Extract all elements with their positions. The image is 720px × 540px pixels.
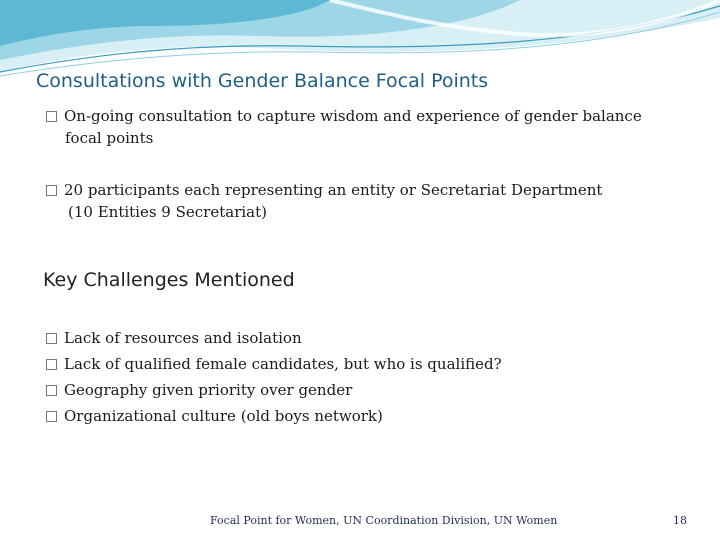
bullet-box-icon <box>46 385 57 396</box>
section-heading: Key Challenges Mentioned <box>43 269 295 291</box>
bullet-box-icon <box>46 333 57 344</box>
bullet-box-icon <box>46 411 57 422</box>
list-item <box>46 403 502 429</box>
bullet-item <box>46 105 686 149</box>
header-wave-decoration <box>0 0 720 80</box>
bullet-box-icon <box>46 359 57 370</box>
list-item <box>46 351 502 377</box>
bullet-item <box>46 179 686 223</box>
list-item <box>46 377 502 403</box>
bullet-text: 20 participants each representing an entity or Secretariat Department <box>64 181 603 199</box>
list-item <box>46 325 502 351</box>
bullet-box-icon <box>46 111 57 122</box>
list-item-text: Lack of resources and isolation <box>64 329 302 347</box>
slide-title: Consultations with Gender Balance Focal Points <box>36 70 489 92</box>
bullet-box-icon <box>46 185 57 196</box>
list-item-text: Geography given priority over gender <box>64 381 353 399</box>
page-number: 18 <box>673 514 687 527</box>
list-item-text: Organizational culture (old boys network) <box>64 407 383 425</box>
footer-text: Focal Point for Women, UN Coordination Division, UN Women <box>210 514 558 527</box>
bullet-text-continued: (10 Entities 9 Secretariat) <box>68 203 267 221</box>
bullet-text-continued: focal points <box>65 129 154 147</box>
challenges-list <box>46 325 502 429</box>
bullet-text: On-going consultation to capture wisdom and experience of gender balance <box>64 107 642 125</box>
list-item-text: Lack of qualified female candidates, but who is qualified? <box>64 355 502 373</box>
